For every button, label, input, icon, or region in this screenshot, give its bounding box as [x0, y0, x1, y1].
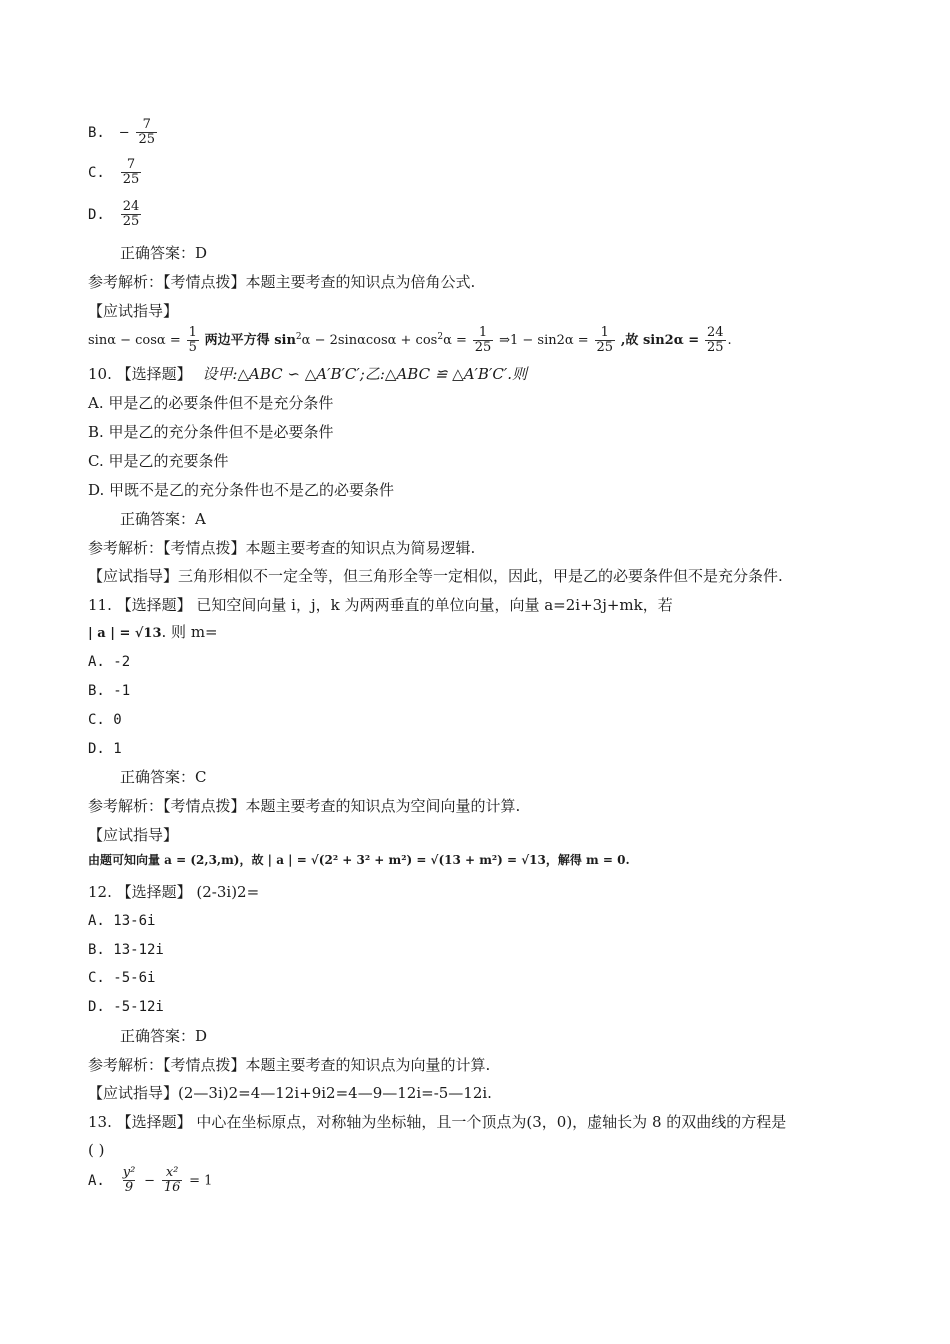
fraction: $\frac{7}{25}$: [138, 117, 156, 147]
q10-answer: 正确答案：A: [120, 510, 206, 528]
q9-option-b: B. − $\frac{7}{25}$: [88, 117, 156, 147]
q9-option-d: D. $\frac{24}{25}$: [88, 199, 140, 229]
q12-option-a: A. 13-6i: [88, 913, 156, 929]
q10-guide: 【应试指导】三角形相似不一定全等，但三角形全等一定相似，因此，甲是乙的必要条件但不是充分条件.: [88, 567, 783, 585]
q10-option-c: C. 甲是乙的充要条件: [88, 452, 229, 470]
q12-option-c: C. -5-6i: [88, 970, 156, 986]
q9-answer: 正确答案：D: [120, 244, 208, 262]
q13-stem: 13. 【选择题】 中心在坐标原点，对称轴为坐标轴，且一个顶点为(3，0)，虚轴长为 8 的双曲线的方程是: [88, 1113, 787, 1131]
q10-analysis: 参考解析：【考情点拨】本题主要考查的知识点为简易逻辑.: [88, 539, 476, 557]
q12-guide: 【应试指导】(2—3i)2=4—12i+9i2=4—9—12i=-5—12i.: [88, 1084, 492, 1102]
fraction: $\frac{7}{25}$: [122, 157, 140, 187]
q12-stem: 12. 【选择题】 (2-3i)2=: [88, 883, 260, 901]
q9-guide-formula: sinα − cosα = $\frac{1}{5}$ 两边平方得 $\sin^2\alpha - 2\sin\alpha\cos\alpha + \cos^2\alpha$ = $\frac{1}{25}$ ⇒1 − sin2α = $\frac{1}{25}$ ,故 sin2α = $\frac{24}{25}$ .: [88, 325, 732, 355]
q9-option-c: C. $\frac{7}{25}$: [88, 157, 140, 187]
q11-option-d: D. 1: [88, 741, 122, 757]
q10-option-d: D. 甲既不是乙的充分条件也不是乙的必要条件: [88, 481, 395, 499]
q12-option-d: D. -5-12i: [88, 999, 164, 1015]
q11-option-c: C. 0: [88, 712, 122, 728]
q11-option-b: B. -1: [88, 683, 131, 699]
q9-guide-title: 【应试指导】: [88, 302, 179, 320]
q10-option-b: B. 甲是乙的充分条件但不是必要条件: [88, 423, 334, 441]
q11-stem-line2: | a | = √13. 则 m=: [88, 623, 218, 641]
q13-stem-line2: ( ): [88, 1141, 105, 1159]
q12-analysis: 参考解析：【考情点拨】本题主要考查的知识点为向量的计算.: [88, 1056, 491, 1074]
q10-stem: 10. 【选择题】 设甲:△ABC ∽ △A′B′C′;乙:△ABC ≌ △A′B′C′.则: [88, 365, 528, 383]
q9-analysis: 参考解析：【考情点拨】本题主要考查的知识点为倍角公式.: [88, 273, 476, 291]
q10-option-a: A. 甲是乙的必要条件但不是充分条件: [88, 394, 334, 412]
q11-guide-formula: 由题可知向量 a = (2,3,m)，故 | a | = √(2² + 3² + m²) = √(13 + m²) = √13，解得 m = 0.: [88, 853, 630, 867]
q12-answer: 正确答案：D: [120, 1027, 208, 1045]
q11-stem: 11. 【选择题】 已知空间向量 i，j，k 为两两垂直的单位向量，向量 a=2i+3j+mk，若: [88, 596, 673, 614]
q13-option-a: A. $\frac{\text{y²}}{9}$ − $\frac{\text{x²}}{16}$ = 1: [88, 1165, 213, 1195]
q11-analysis: 参考解析：【考情点拨】本题主要考查的知识点为空间向量的计算.: [88, 797, 521, 815]
q11-answer: 正确答案：C: [120, 768, 207, 786]
q11-guide-title: 【应试指导】: [88, 826, 179, 844]
fraction: $\frac{24}{25}$: [122, 199, 140, 229]
q11-option-a: A. -2: [88, 654, 131, 670]
q12-option-b: B. 13-12i: [88, 942, 164, 958]
